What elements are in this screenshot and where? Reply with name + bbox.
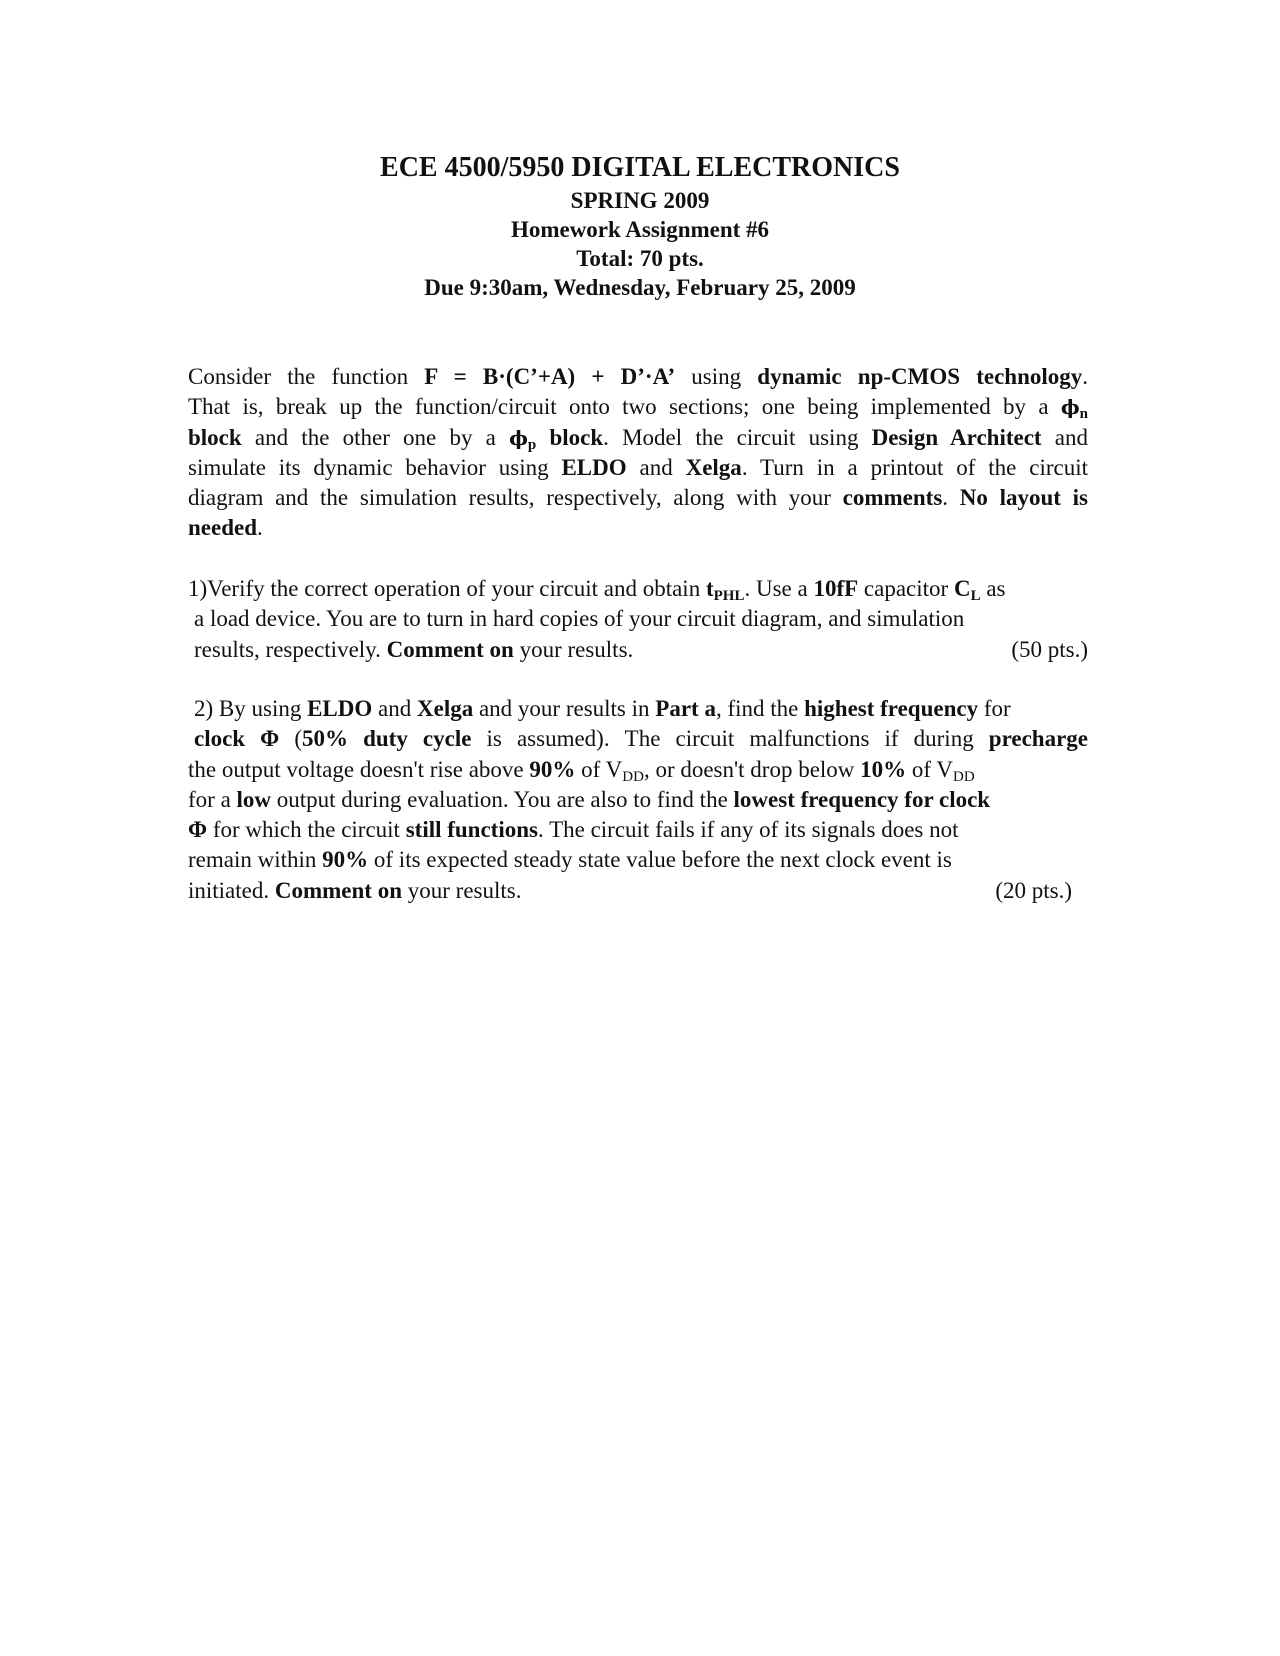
intro-line: That is, break up the function/circuit onto two sections; one being implemented by a $\phi_n$: [188, 394, 1088, 423]
intro-line: block and the other one by a $\phi_p$ block. Model the circuit using Design Architect and: [188, 424, 1088, 453]
technology-term: dynamic np-CMOS technology: [757, 364, 1083, 389]
question-2: [188, 694, 1088, 906]
intro-line: needed.: [188, 515, 263, 541]
q1-points: (50 pts.): [1011, 636, 1088, 662]
phi-p-symbol: ϕ: [509, 425, 528, 450]
intro-line: Consider the function F = B·(C’+A) + D’·A’ using dynamic np-CMOS technology.: [188, 364, 1088, 389]
course-title: ECE 4500/5950 DIGITAL ELECTRONICS: [380, 152, 900, 183]
q2-line: for a low output during evaluation. You are also to find the lowest frequency for clock: [188, 786, 991, 812]
due-date: Due 9:30am, Wednesday, February 25, 2009: [424, 275, 856, 300]
q2-points: (20 pts.): [995, 877, 1072, 903]
q1-line: 1)Verify the correct operation of your circuit and obtain $t_{PHL}$. Use a 10fF capacitor $C_L$ as: [188, 576, 1006, 604]
q2-line: clock Φ (50% duty cycle is assumed). The circuit malfunctions if during precharge: [194, 726, 1088, 752]
intro-line: diagram and the simulation results, respectively, along with your comments. No layout is: [188, 485, 1089, 511]
q1-line: a load device. You are to turn in hard copies of your circuit diagram, and simulation: [194, 606, 965, 632]
document-header: [0, 150, 1280, 302]
function-expression: F = B·(C’+A) + D’·A’: [424, 364, 676, 389]
q2-line: remain within 90% of its expected steady state value before the next clock event is: [188, 847, 952, 873]
q2-line: Φ for which the circuit still functions. The circuit fails if any of its signals does not: [188, 817, 959, 843]
question-1: [188, 574, 1088, 665]
q2-line: 2) By using ELDO and Xelga and your results in Part a, find the highest frequency for: [194, 696, 1011, 721]
assignment-title: Homework Assignment #6: [510, 217, 770, 242]
q1-line: results, respectively. Comment on your results. (50 pts.): [188, 635, 1088, 665]
phi-n-symbol: ϕ: [1060, 395, 1080, 420]
q2-line: initiated. Comment on your results. (20 pts.): [188, 876, 1072, 906]
intro-paragraph: [188, 362, 1088, 544]
intro-line: simulate its dynamic behavior using ELDO and Xelga. Turn in a printout of the circuit: [188, 454, 1088, 480]
total-points: Total: 70 pts.: [576, 246, 704, 271]
semester: SPRING 2009: [570, 188, 710, 213]
q2-line: the output voltage doesn't rise above 90% of $V_{DD}$, or doesn't drop below 10% of $V_{DD}$: [188, 756, 975, 785]
